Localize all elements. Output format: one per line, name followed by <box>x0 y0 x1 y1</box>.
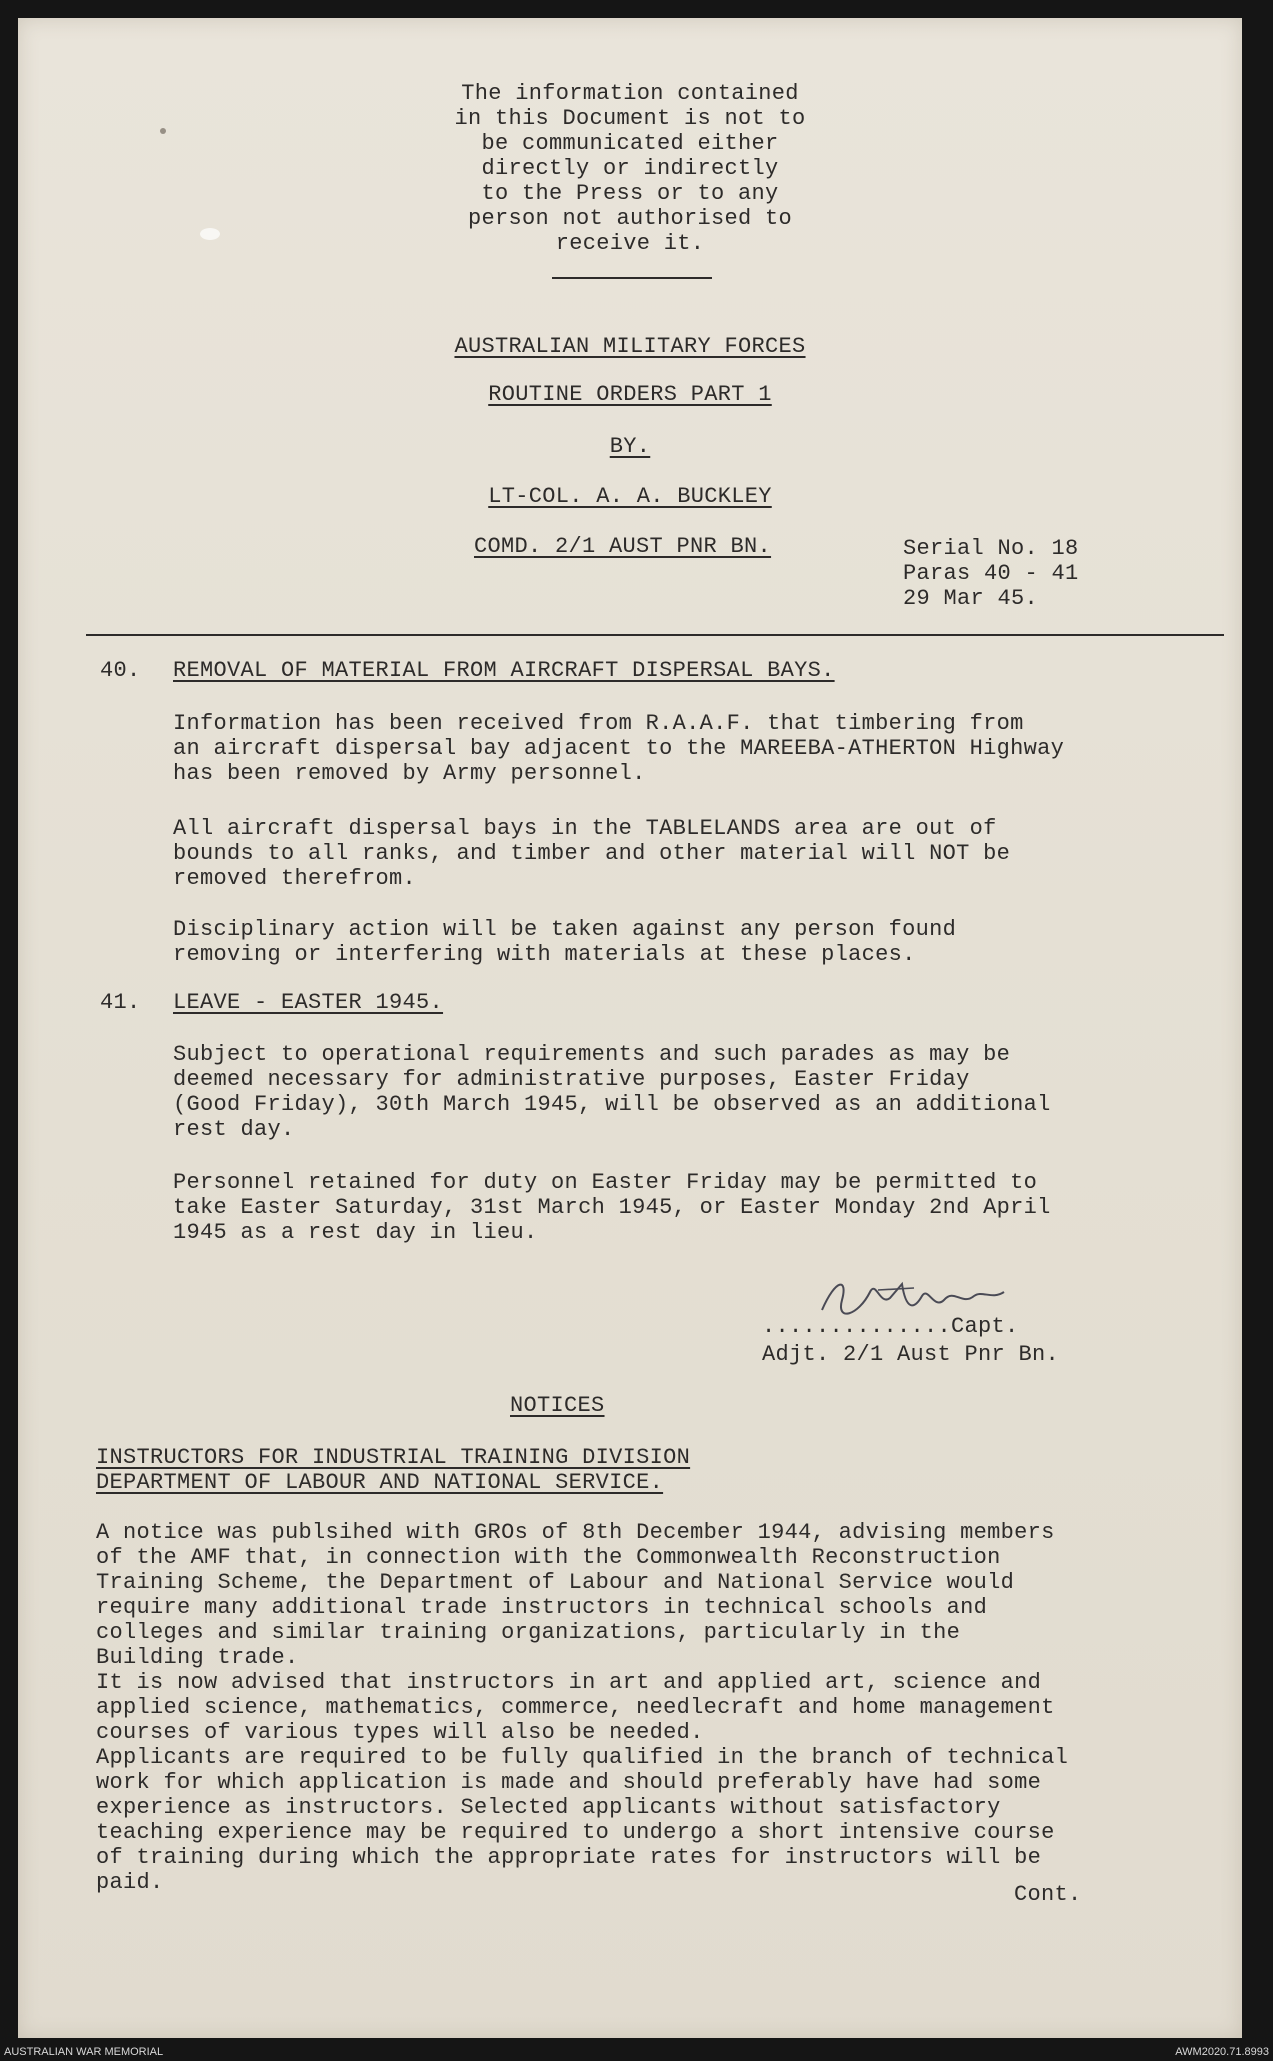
notice-line: Building trade. <box>96 1645 299 1670</box>
paper-blemish <box>200 228 220 240</box>
para-line: take Easter Saturday, 31st March 1945, or Easter Monday 2nd April <box>173 1195 1051 1220</box>
officer-name: LT-COL. A. A. BUCKLEY <box>488 484 772 509</box>
notice-line: courses of various types will also be needed. <box>96 1720 704 1745</box>
para-line: All aircraft dispersal bays in the TABLELANDS area are out of <box>173 816 997 841</box>
para-line: bounds to all ranks, and timber and other material will NOT be <box>173 841 1011 866</box>
notice-line: work for which application is made and should preferably have had some <box>96 1770 1042 1795</box>
confidential-line: The information contained <box>461 81 799 106</box>
short-divider <box>552 277 712 279</box>
para-line: removed therefrom. <box>173 866 417 891</box>
para-number: 40. <box>100 658 141 683</box>
para-line: deemed necessary for administrative purposes, Easter Friday <box>173 1067 970 1092</box>
command-line: COMD. 2/1 AUST PNR BN. <box>474 534 772 559</box>
para-line: Information has been received from R.A.A.F. that timbering from <box>173 711 1024 736</box>
para-title: LEAVE - EASTER 1945. <box>173 990 444 1015</box>
notices-heading: NOTICES <box>510 1393 605 1418</box>
paper-blemish <box>160 128 166 134</box>
para-line: Subject to operational requirements and such parades as may be <box>173 1042 1011 1067</box>
notice-line: Applicants are required to be fully qualified in the branch of technical <box>96 1745 1069 1770</box>
confidential-line: to the Press or to any <box>481 181 779 206</box>
para-line: has been removed by Army personnel. <box>173 761 646 786</box>
notice-line: colleges and similar training organizations, particularly in the <box>96 1620 961 1645</box>
para-line: removing or interfering with materials at these places. <box>173 942 916 967</box>
continued-marker: Cont. <box>1014 1882 1082 1907</box>
notice-line: applied science, mathematics, commerce, needlecraft and home management <box>96 1695 1055 1720</box>
para-title: REMOVAL OF MATERIAL FROM AIRCRAFT DISPERSAL BAYS. <box>173 658 835 683</box>
signature-line: ..............Capt. <box>762 1314 1019 1339</box>
para-line: Disciplinary action will be taken against any person found <box>173 917 957 942</box>
org-title: AUSTRALIAN MILITARY FORCES <box>454 334 806 359</box>
para-line: (Good Friday), 30th March 1945, will be observed as an additional <box>173 1092 1051 1117</box>
notice-line: require many additional trade instructors in technical schools and <box>96 1595 988 1620</box>
notice-line: of the AMF that, in connection with the Commonwealth Reconstruction <box>96 1545 1001 1570</box>
notice-subheading: INSTRUCTORS FOR INDUSTRIAL TRAINING DIVISION <box>96 1445 691 1470</box>
notice-line: paid. <box>96 1870 164 1895</box>
header-divider <box>86 634 1224 636</box>
confidential-line: person not authorised to <box>467 206 793 231</box>
archive-footer-left: AUSTRALIAN WAR MEMORIAL <box>4 2046 164 2058</box>
para-line: rest day. <box>173 1117 295 1142</box>
paras-range: Paras 40 - 41 <box>903 561 1079 586</box>
by-line: BY. <box>609 434 651 459</box>
para-line: 1945 as a rest day in lieu. <box>173 1220 538 1245</box>
archive-footer-right: AWM2020.71.8993 <box>1175 2046 1269 2058</box>
notice-line: It is now advised that instructors in art and applied art, science and <box>96 1670 1042 1695</box>
notice-line: A notice was publsihed with GROs of 8th December 1944, advising members <box>96 1520 1055 1545</box>
notice-line: experience as instructors. Selected applicants without satisfactory <box>96 1795 1001 1820</box>
para-number: 41. <box>100 990 141 1015</box>
order-date: 29 Mar 45. <box>903 586 1039 611</box>
para-line: an aircraft dispersal bay adjacent to the MAREEBA-ATHERTON Highway <box>173 736 1065 761</box>
notice-line: of training during which the appropriate rates for instructors will be <box>96 1845 1042 1870</box>
confidential-line: directly or indirectly <box>481 156 779 181</box>
para-line: Personnel retained for duty on Easter Friday may be permitted to <box>173 1170 1038 1195</box>
serial-number: Serial No. 18 <box>903 536 1079 561</box>
confidential-line: be communicated either <box>481 131 779 156</box>
signature-title: Adjt. 2/1 Aust Pnr Bn. <box>762 1342 1060 1367</box>
confidential-line: receive it. <box>555 231 705 256</box>
notice-line: teaching experience may be required to undergo a short intensive course <box>96 1820 1055 1845</box>
confidential-line: in this Document is not to <box>454 106 806 131</box>
orders-title: ROUTINE ORDERS PART 1 <box>488 382 772 407</box>
notice-line: Training Scheme, the Department of Labour and National Service would <box>96 1570 1015 1595</box>
notice-subheading: DEPARTMENT OF LABOUR AND NATIONAL SERVICE. <box>96 1470 664 1495</box>
